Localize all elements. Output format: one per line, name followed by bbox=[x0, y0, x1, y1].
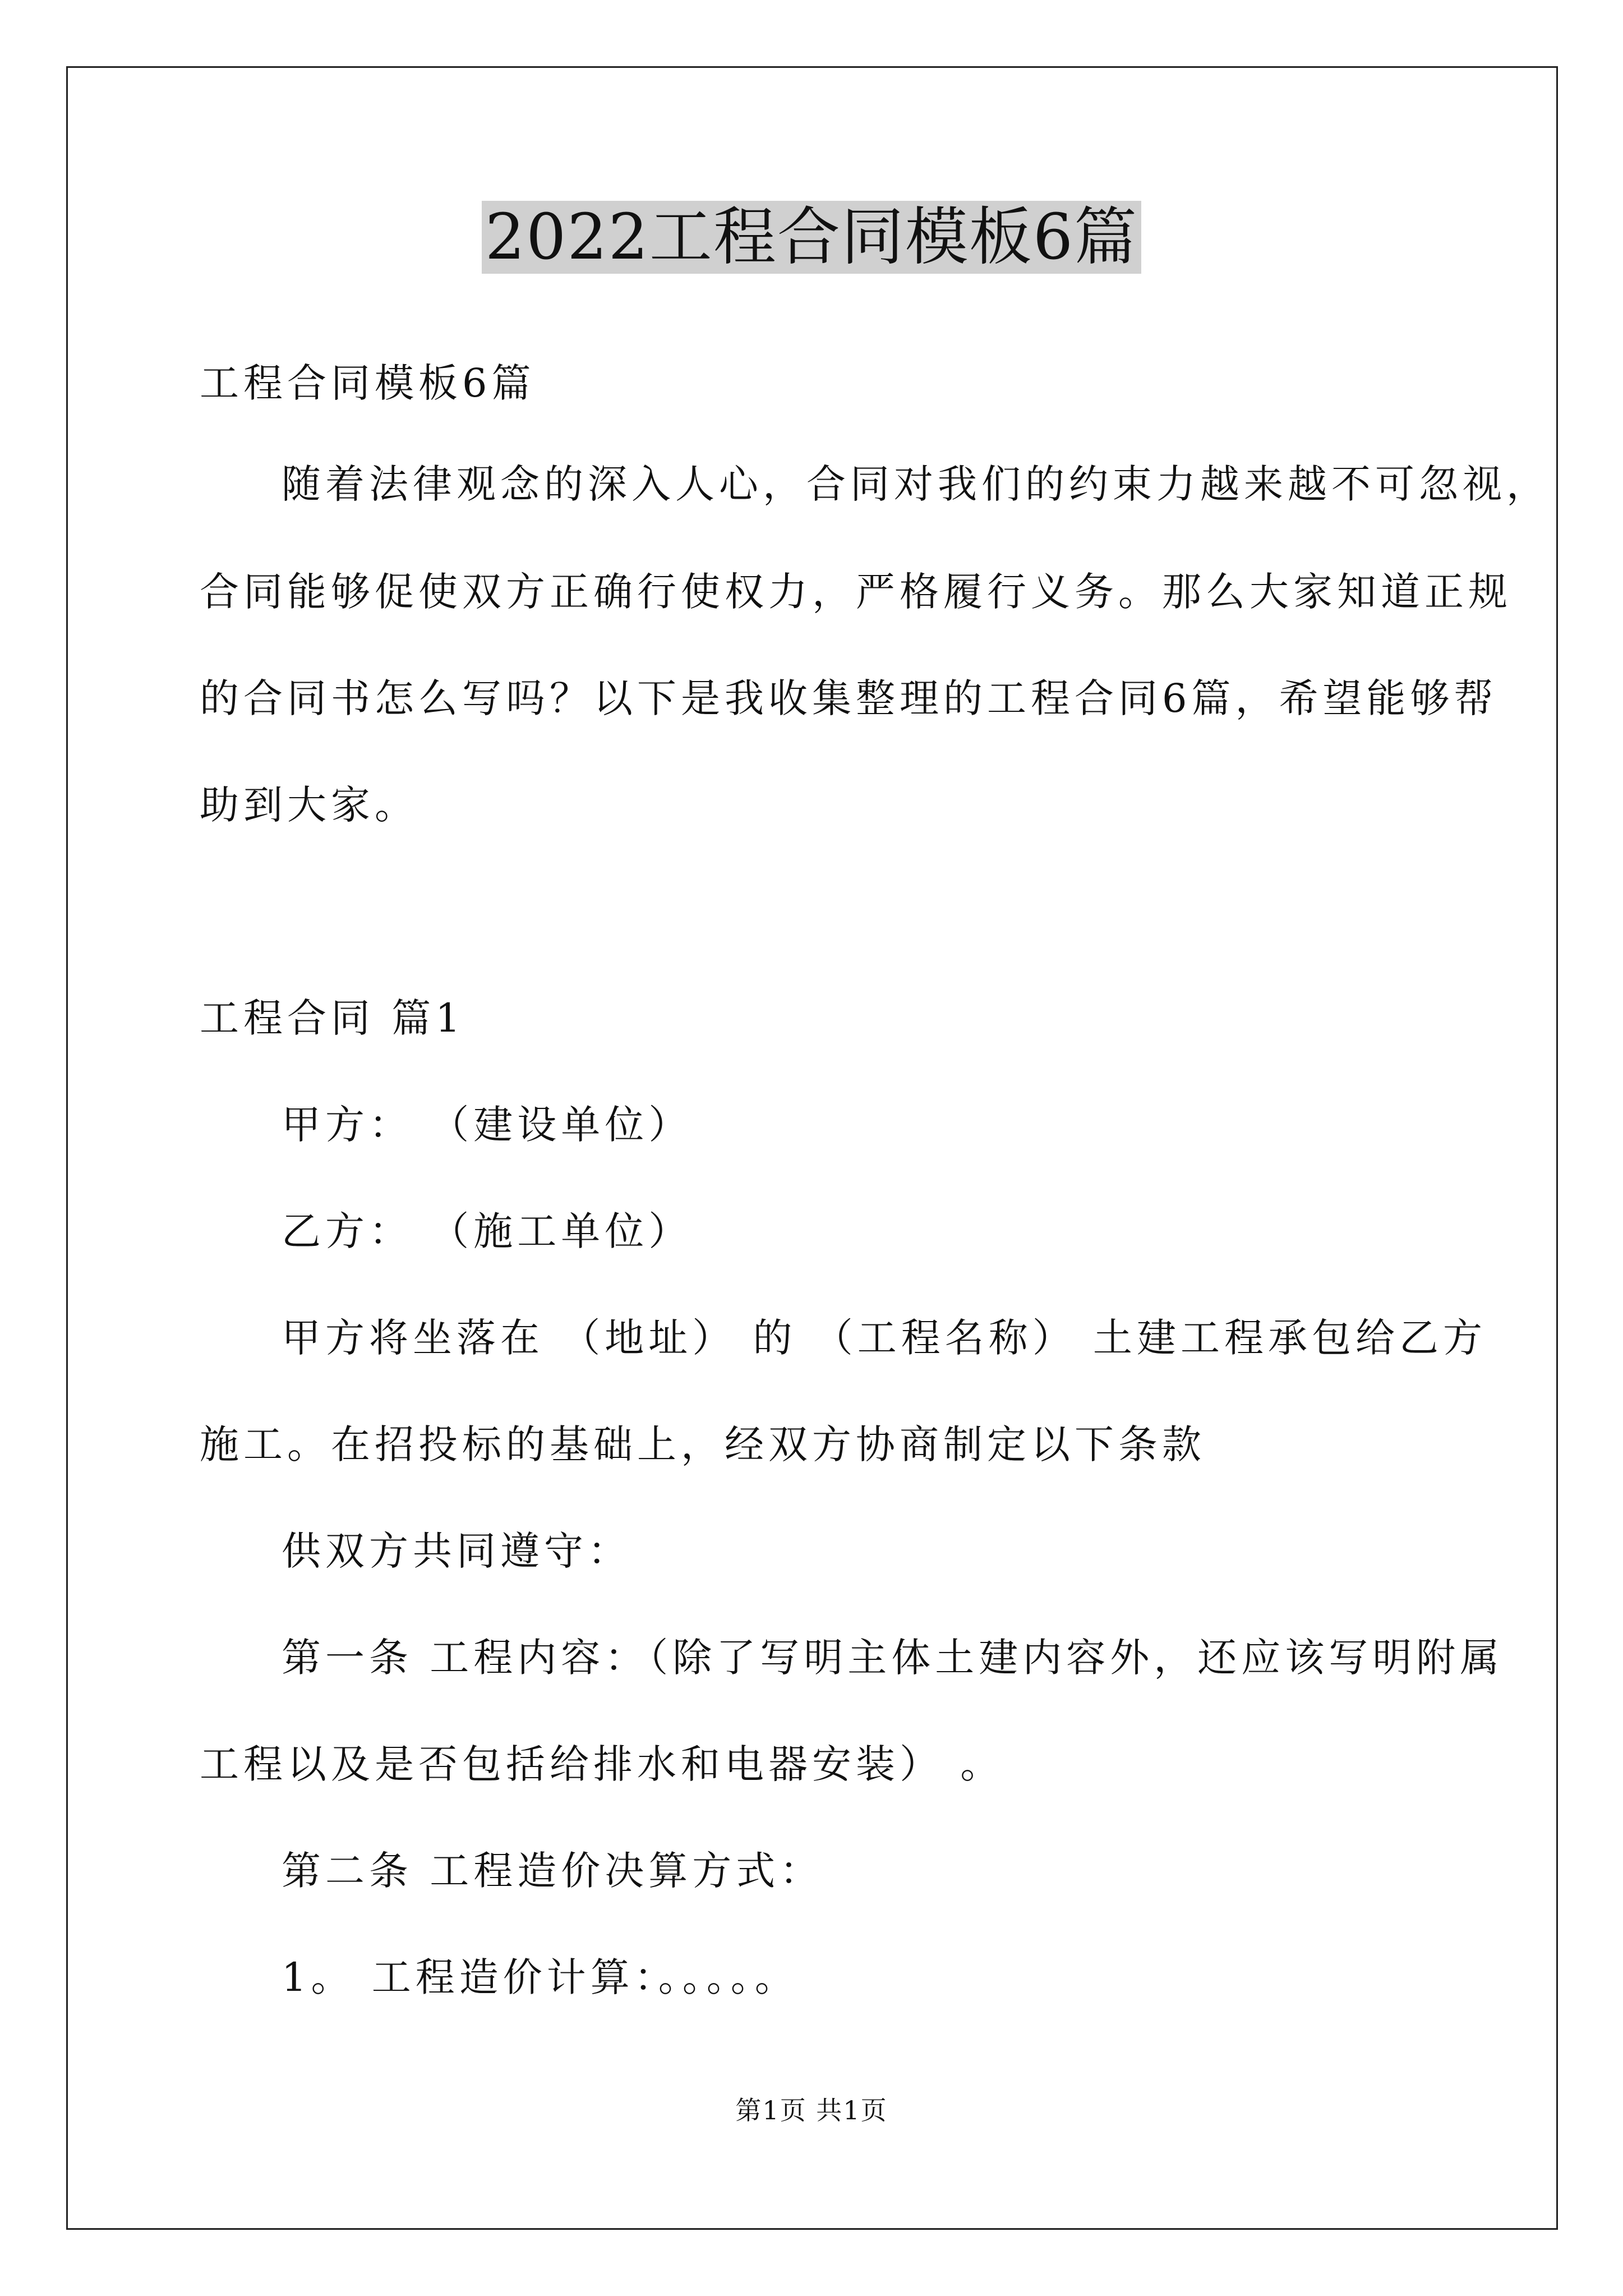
intro-line: 的合同书怎么写吗？以下是我收集整理的工程合同6篇，希望能够帮 bbox=[200, 675, 1498, 721]
article-1-line: 第一条 工程内容：（除了写明主体土建内容外，还应该写明附属 bbox=[282, 1635, 1504, 1681]
document-title: 2022工程合同模板6篇 bbox=[0, 195, 1623, 279]
article-1-line: 工程以及是否包括给排水和电器安装） 。 bbox=[200, 1741, 1004, 1787]
page-number-footer: 第1页 共1页 bbox=[735, 2095, 888, 2125]
article-2-line: 第二条 工程造价决算方式： bbox=[282, 1848, 824, 1894]
document-subtitle: 工程合同模板6篇 bbox=[200, 360, 536, 406]
party-a-line: 甲方： （建设单位） bbox=[282, 1102, 693, 1148]
section-heading: 工程合同 篇1 bbox=[200, 995, 465, 1041]
body-line: 供双方共同遵守： bbox=[282, 1528, 631, 1574]
body-line: 甲方将坐落在 （地址） 的 （工程名称） 土建工程承包给乙方 bbox=[282, 1315, 1487, 1361]
intro-line: 随着法律观念的深入人心，合同对我们的约束力越来越不可忽视， bbox=[282, 461, 1550, 507]
intro-line: 助到大家。 bbox=[200, 782, 418, 828]
article-2-item-line: 1。 工程造价计算：。。。。。 bbox=[282, 1954, 799, 2000]
party-b-line: 乙方： （施工单位） bbox=[282, 1208, 693, 1254]
body-line: 施工。在招投标的基础上，经双方协商制定以下条款 bbox=[200, 1421, 1206, 1467]
intro-line: 合同能够促使双方正确行使权力，严格履行义务。那么大家知道正规 bbox=[200, 569, 1512, 615]
